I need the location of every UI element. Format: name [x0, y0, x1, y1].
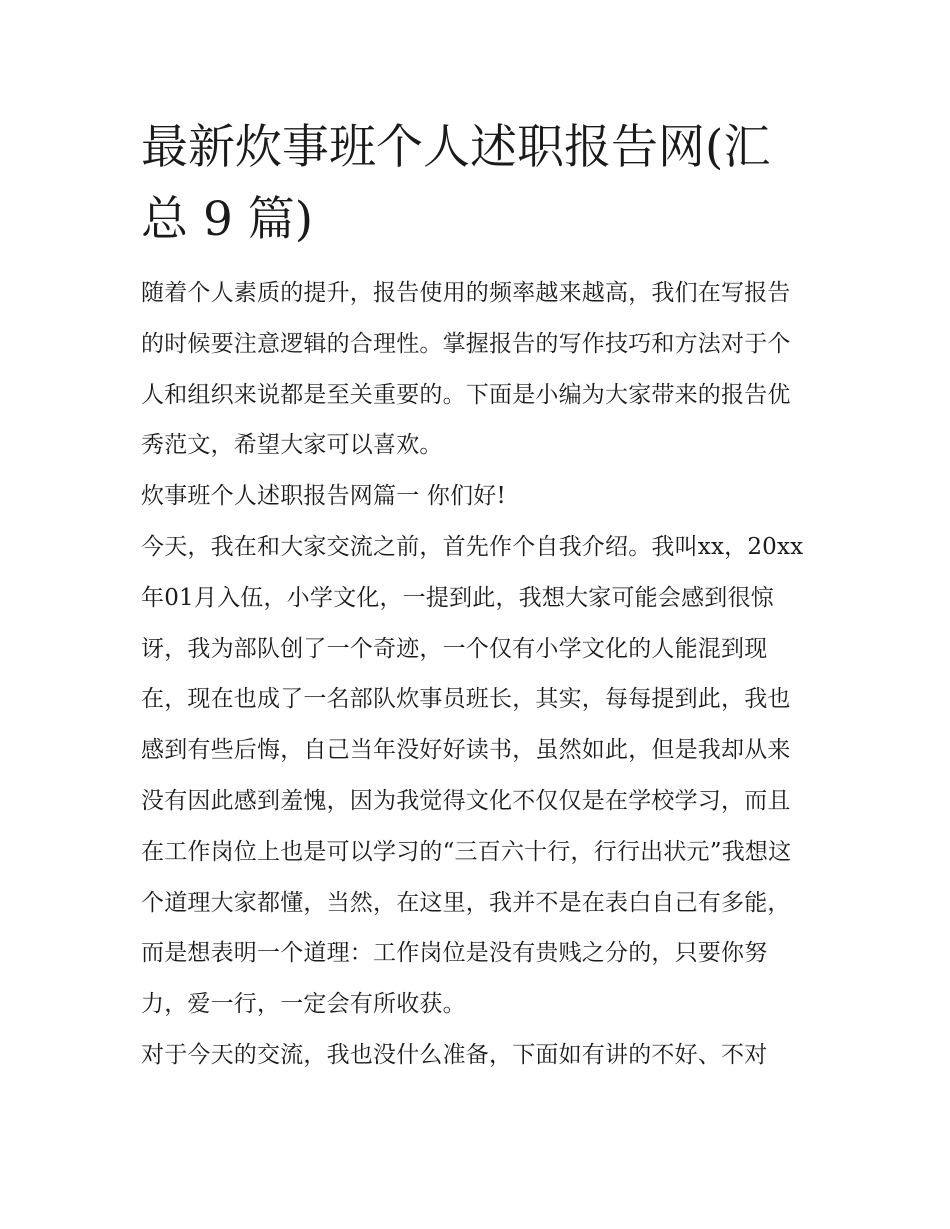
paragraph-section-heading: 炊事班个人述职报告网篇一 你们好! — [141, 483, 506, 510]
paragraph-exchange: 对于今天的交流，我也没什么准备，下面如有讲的不好、不对 — [141, 1041, 768, 1068]
document-title: 最新炊事班个人述职报告网(汇总 9 篇) — [141, 120, 771, 247]
paragraph-self-introduction: 今天，我在和大家交流之前，首先作个自我介绍。我叫xx，20xx年01月入伍，小学文化，一提到此，我想大家可能会感到很惊讶，我为部队创了一个奇迹，一个仅有小学文化的人能混到现在，现在也成了一名部队炊事员班长，其实，每每提到此，我也感到有些后悔，自己当年没好好读书，虽然如此，但是我却从来没有因此感到羞愧，因为我觉得文化不仅仅是在学校学习，而且在工作岗位上也是可以学习的“三百六十行，行行出状元”我想这个道理大家都懂，当然，在这里，我并不是在表白自己有多能，而是想表明一个道理：工作岗位是没有贵贱之分的，只要你努力，爱一行，一定会有所收获。 — [141, 533, 804, 1018]
paragraph-intro: 随着个人素质的提升，报告使用的频率越来越高，我们在写报告的时候要注意逻辑的合理性。掌握报告的写作技巧和方法对于个人和组织来说都是至关重要的。下面是小编为大家带来的报告优秀范文，希望大家可以喜欢。 — [141, 280, 791, 459]
document-page — [141, 112, 813, 1081]
